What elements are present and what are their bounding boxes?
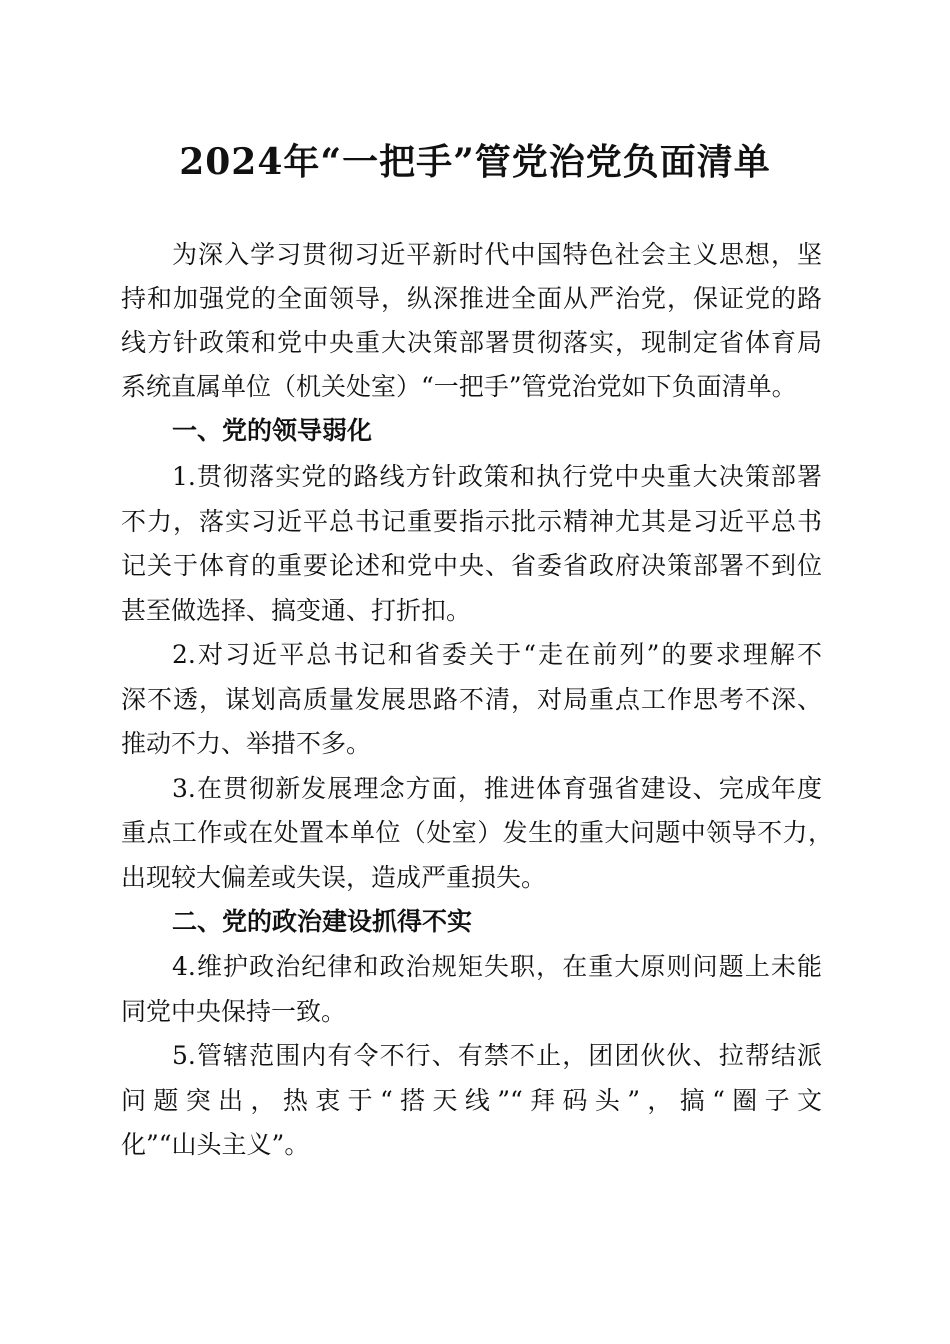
item-5-line-2: 问题突出，热衷于“搭天线”“拜码头”，搞“圈子文	[121, 1086, 822, 1115]
item-3-line-3: 出现较大偏差或失误，造成严重损失。	[121, 863, 547, 892]
item-1-line-2: 不力，落实习近平总书记重要指示批示精神尤其是习近平总书	[121, 507, 822, 536]
item-2-line-2: 深不透，谋划高质量发展思路不清，对局重点工作思考不深、	[121, 685, 822, 714]
item-1-line-3: 记关于体育的重要论述和党中央、省委省政府决策部署不到位	[121, 551, 822, 580]
document-title: 2024年“一把手”管党治党负面清单	[179, 141, 771, 183]
item-3-line-1: 3.在贯彻新发展理念方面，推进体育强省建设、完成年度	[172, 774, 822, 803]
item-5-line-3: 化”“山头主义”。	[121, 1130, 310, 1159]
item-4-line-1: 4.维护政治纪律和政治规矩失职，在重大原则问题上未能	[172, 952, 822, 981]
item-2-line-1: 2.对习近平总书记和省委关于“走在前列”的要求理解不	[172, 640, 822, 669]
item-3-line-2: 重点工作或在处置本单位（处室）发生的重大问题中领导不力，	[121, 818, 833, 847]
item-1-line-1: 1.贯彻落实党的路线方针政策和执行党中央重大决策部署	[172, 462, 822, 491]
item-5-line-1: 5.管辖范围内有令不行、有禁不止，团团伙伙、拉帮结派	[172, 1041, 822, 1070]
section-1-heading: 一、党的领导弱化	[172, 416, 373, 445]
section-2-heading: 二、党的政治建设抓得不实	[172, 907, 473, 936]
item-1-line-4: 甚至做选择、搞变通、打折扣。	[121, 596, 472, 625]
intro-line-4: 系统直属单位（机关处室）“一把手”管党治党如下负面清单。	[121, 372, 797, 401]
item-2-line-3: 推动不力、举措不多。	[121, 729, 372, 758]
intro-line-2: 持和加强党的全面领导，纵深推进全面从严治党，保证党的路	[121, 284, 822, 313]
intro-line-1: 为深入学习贯彻习近平新时代中国特色社会主义思想，坚	[172, 240, 822, 269]
item-4-line-2: 同党中央保持一致。	[121, 997, 347, 1026]
intro-line-3: 线方针政策和党中央重大决策部署贯彻落实，现制定省体育局	[121, 328, 822, 357]
